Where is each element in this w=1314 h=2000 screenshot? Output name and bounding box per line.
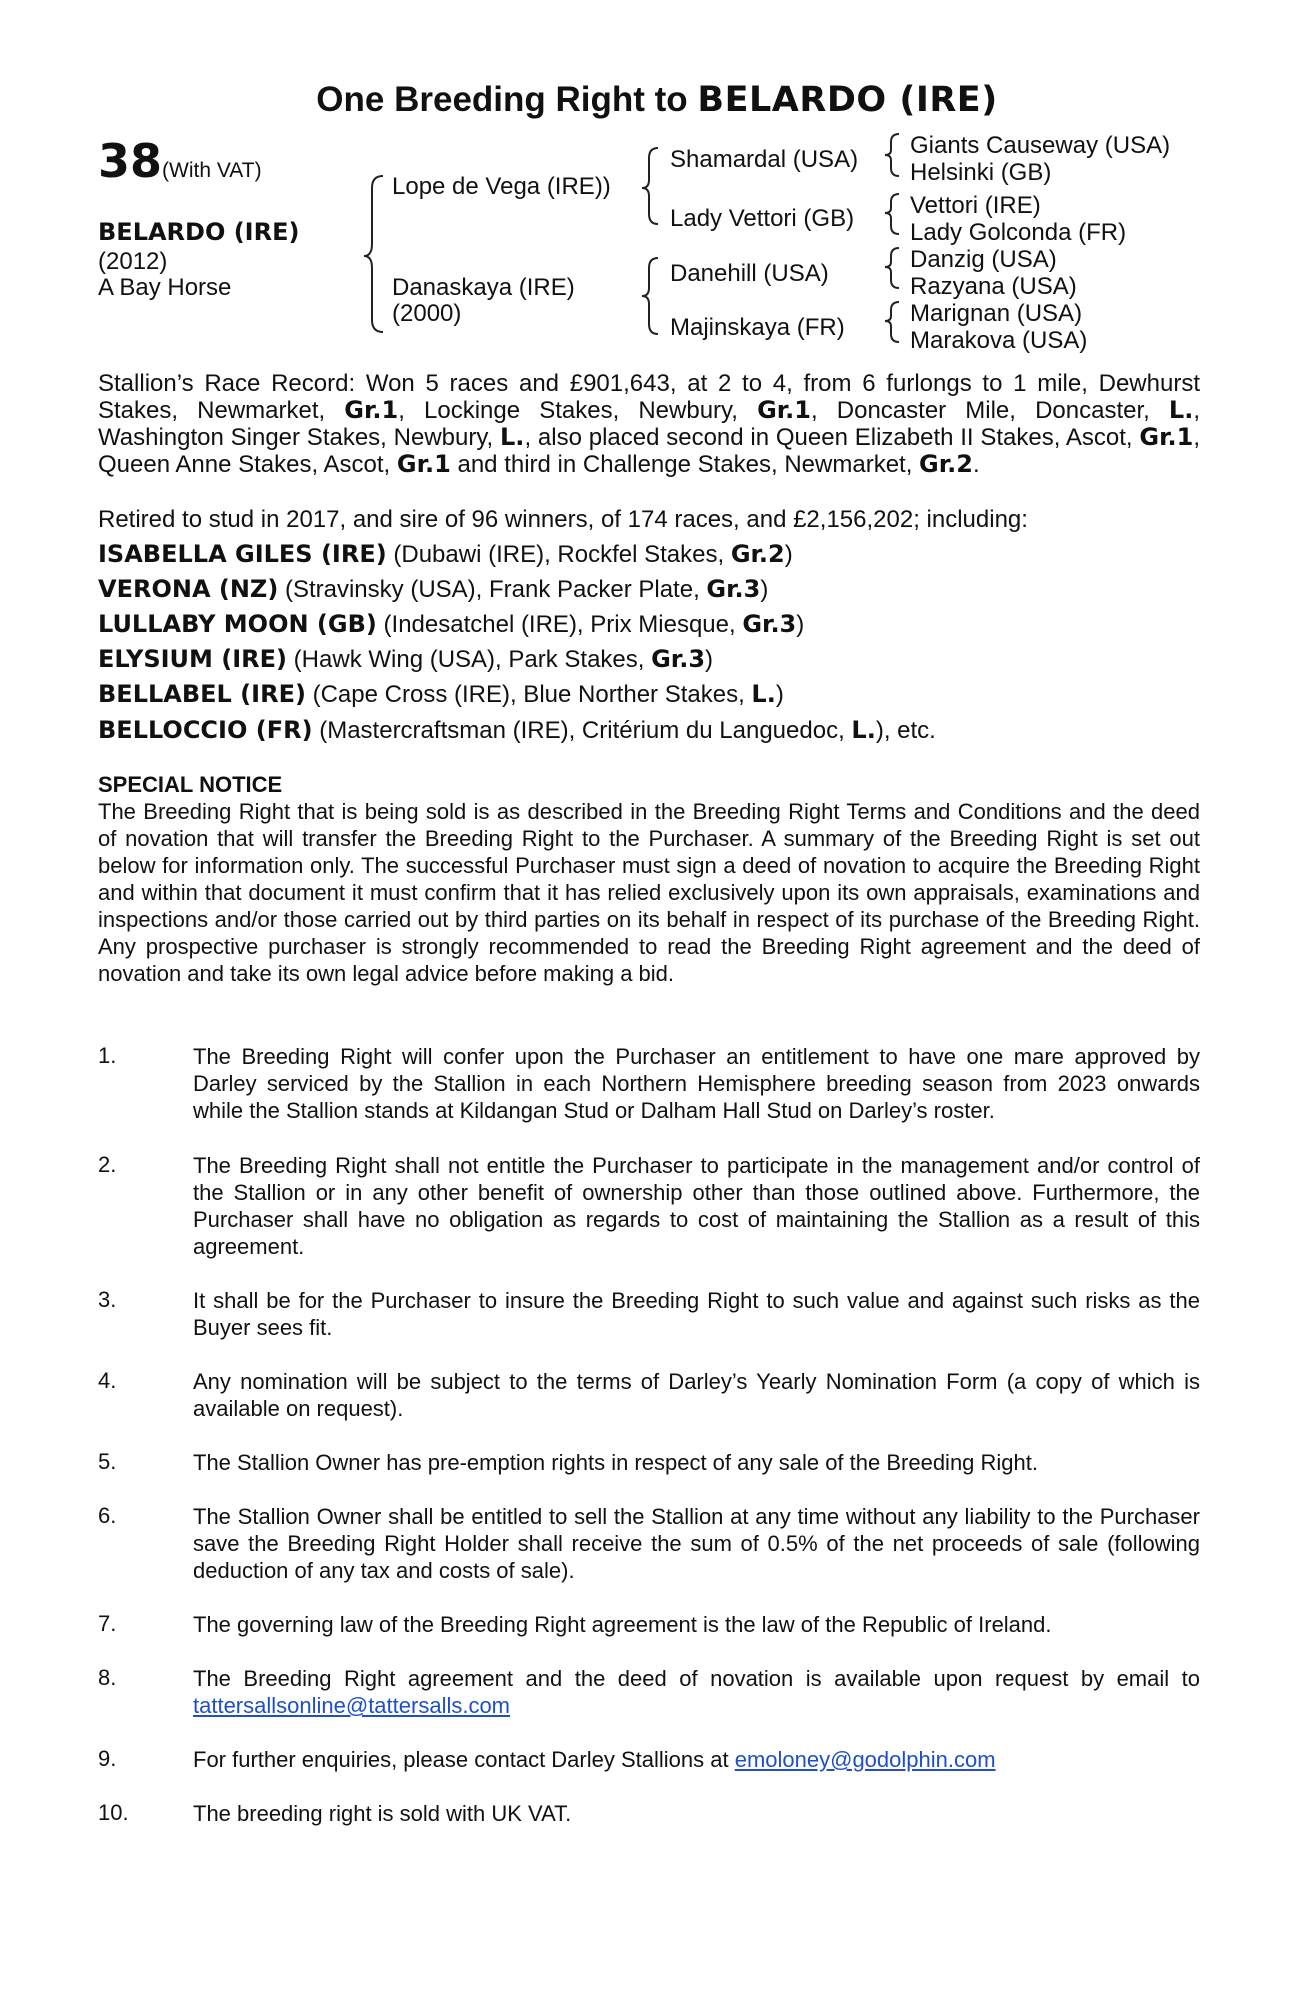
grade-label: Gr.2 bbox=[919, 450, 973, 478]
winner-name: BELLOCCIO (FR) bbox=[98, 716, 313, 744]
winner-row bbox=[98, 540, 793, 569]
title-prefix: One Breeding Right to bbox=[316, 80, 698, 119]
winner-grade: Gr.3 bbox=[706, 575, 761, 603]
pedigree-gen3-1: Giants Causeway (USA) bbox=[910, 132, 1171, 159]
pedigree-sire-dam: Lady Vettori (GB) bbox=[670, 205, 855, 232]
winner-grade: Gr.2 bbox=[730, 540, 785, 568]
winner-detail: (Hawk Wing (USA), Park Stakes, bbox=[287, 646, 652, 673]
term-text: The Stallion Owner shall be entitled to sell the Stallion at any time without any liability to the Purchaser save the Breeding Right Holder shall receive the sum of 0.5% of the net proceeds of sale (following deduction of any tax and costs of sale). bbox=[193, 1504, 1200, 1583]
sire-brace bbox=[642, 148, 658, 224]
pedigree-sire-sire: Shamardal (USA) bbox=[670, 146, 859, 173]
race-record-text: , Washington Singer Stakes, Newbury, bbox=[98, 397, 1200, 451]
term-text: The governing law of the Breeding Right agreement is the law of the Republic of Ireland. bbox=[193, 1612, 1052, 1637]
winner-name: ISABELLA GILES (IRE) bbox=[98, 540, 387, 568]
pedigree-gen3-7: Marignan (USA) bbox=[910, 300, 1083, 327]
pedigree-main-brace bbox=[364, 176, 383, 332]
pedigree-gen3-8: Marakova (USA) bbox=[910, 327, 1088, 354]
pedigree-sire: Lope de Vega (IRE)) bbox=[392, 173, 611, 200]
term-number: 9. bbox=[98, 1746, 117, 1771]
winner-row bbox=[98, 610, 804, 639]
grade-label: Gr.1 bbox=[344, 396, 399, 424]
winner-detail: (Dubawi (IRE), Rockfel Stakes, bbox=[386, 541, 731, 568]
term-number: 8. bbox=[98, 1665, 117, 1690]
term-text: The Breeding Right shall not entitle the Purchaser to participate in the management and/or control of the Stallion or in any other benefit of ownership other than those outlined above. Furthermore, the Purchaser shall have no obligation as regards to cost of maintaining the Stallion as a result of this agreement. bbox=[193, 1153, 1200, 1259]
winner-row bbox=[98, 716, 936, 745]
term-text: The breeding right is sold with UK VAT. bbox=[193, 1801, 572, 1826]
winner-row bbox=[98, 645, 713, 674]
winner-detail: (Stravinsky (USA), Frank Packer Plate, bbox=[278, 576, 707, 603]
horse-description: A Bay Horse bbox=[98, 274, 232, 301]
term-text-body: The Breeding Right agreement and the deed of novation is available upon request by email to bbox=[193, 1666, 1200, 1691]
winner-name: BELLABEL (IRE) bbox=[98, 680, 306, 708]
race-record-text: , Lockinge Stakes, Newbury, bbox=[398, 397, 758, 424]
godolphin-email-link[interactable]: emoloney@godolphin.com bbox=[734, 1747, 996, 1772]
grade-label: Gr.1 bbox=[396, 450, 451, 478]
brace-g4 bbox=[885, 302, 899, 342]
winner-tail: ) bbox=[705, 646, 714, 673]
lot-number: 38 bbox=[98, 134, 163, 188]
race-record-text: , Queen Anne Stakes, Ascot, bbox=[98, 424, 1200, 478]
winner-row bbox=[98, 680, 784, 709]
pedigree-gen3-4: Lady Golconda (FR) bbox=[910, 219, 1127, 246]
race-record-text: , also placed second in Queen Elizabeth II Stakes, Ascot, bbox=[524, 424, 1140, 451]
term-number: 5. bbox=[98, 1449, 117, 1474]
term-text: Any nomination will be subject to the terms of Darley’s Yearly Nomination Form (a copy of which is available on request). bbox=[193, 1369, 1200, 1421]
pedigree-gen3-2: Helsinki (GB) bbox=[910, 159, 1052, 186]
term-number: 6. bbox=[98, 1503, 117, 1528]
stud-record: Retired to stud in 2017, and sire of 96 winners, of 174 races, and £2,156,202; including: bbox=[98, 506, 1028, 533]
tattersalls-email-link[interactable]: tattersallsonline@tattersalls.com bbox=[193, 1693, 511, 1718]
term-text-body: For further enquiries, please contact Darley Stallions at bbox=[193, 1747, 735, 1772]
winner-grade: Gr.3 bbox=[651, 645, 706, 673]
brace-g1 bbox=[885, 134, 899, 176]
term-number: 2. bbox=[98, 1152, 117, 1177]
grade-label: L. bbox=[1168, 396, 1194, 424]
winner-name: LULLABY MOON (GB) bbox=[98, 610, 377, 638]
special-notice-body: The Breeding Right that is being sold is as described in the Breeding Right Terms and Conditions and the deed of novation that will transfer the Breeding Right to the Purchaser. A summary of the Breeding Right is set out below for information only. The successful Purchaser must sign a deed of novation to acquire the Breeding Right and within that document it must confirm that it has relied exclusively upon its own appraisals, examinations and inspections and/or those carried out by third parties on its behalf in respect of its purchase of the Breeding Right. Any prospective purchaser is strongly recommended to read the Breeding Right agreement and the deed of novation and take its own legal advice before making a bid. bbox=[98, 799, 1200, 986]
race-record-text: . bbox=[972, 451, 980, 478]
winner-tail: ) bbox=[760, 576, 769, 603]
winner-row bbox=[98, 575, 768, 604]
race-record-text: Stallion’s Race Record: Won 5 races and £901,643, at 2 to 4, from 6 furlongs to 1 mile, Dewhurst Stakes, Newmarket, bbox=[98, 370, 1200, 424]
term-number: 3. bbox=[98, 1287, 117, 1312]
pedigree-brackets bbox=[0, 0, 1314, 360]
term-number: 4. bbox=[98, 1368, 117, 1393]
pedigree-dam-sire: Danehill (USA) bbox=[670, 260, 829, 287]
term-number: 7. bbox=[98, 1611, 117, 1636]
race-record-text: , Doncaster Mile, Doncaster, bbox=[811, 397, 1169, 424]
pedigree-dam: Danaskaya (IRE) bbox=[392, 274, 575, 301]
vat-note: (With VAT) bbox=[162, 159, 262, 182]
term-text: The Breeding Right will confer upon the Purchaser an entitlement to have one mare approved by Darley serviced by the Stallion in each Northern Hemisphere breeding season from 2023 onwards while the Stallion stands at Kildangan Stud or Dalham Hall Stud on Darley’s roster. bbox=[193, 1044, 1200, 1123]
winner-tail: ) bbox=[784, 541, 793, 568]
pedigree-gen3-6: Razyana (USA) bbox=[910, 273, 1077, 300]
winner-grade: L. bbox=[851, 716, 876, 744]
pedigree-gen3-5: Danzig (USA) bbox=[910, 246, 1057, 273]
winner-tail: ), etc. bbox=[875, 717, 936, 744]
winner-name: ELYSIUM (IRE) bbox=[98, 645, 288, 673]
winner-detail: (Mastercraftsman (IRE), Critérium du Languedoc, bbox=[312, 717, 852, 744]
horse-year: (2012) bbox=[98, 248, 168, 275]
winner-detail: (Indesatchel (IRE), Prix Miesque, bbox=[376, 611, 743, 638]
winner-tail: ) bbox=[775, 681, 784, 708]
pedigree-dam-year: (2000) bbox=[392, 300, 462, 327]
winner-grade: L. bbox=[751, 680, 776, 708]
pedigree-dam-dam: Majinskaya (FR) bbox=[670, 314, 845, 341]
grade-label: Gr.1 bbox=[757, 396, 811, 424]
term-text: The Stallion Owner has pre-emption rights in respect of any sale of the Breeding Right. bbox=[193, 1450, 1039, 1475]
term-text bbox=[193, 1665, 1200, 1719]
term-text: It shall be for the Purchaser to insure the Breeding Right to such value and against such risks as the Buyer sees fit. bbox=[193, 1288, 1200, 1340]
term-text bbox=[193, 1746, 1200, 1773]
brace-g2 bbox=[885, 194, 899, 234]
pedigree-gen3-3: Vettori (IRE) bbox=[910, 192, 1041, 219]
dam-brace bbox=[642, 258, 658, 334]
special-notice-heading: SPECIAL NOTICE bbox=[98, 772, 283, 797]
grade-label: L. bbox=[500, 423, 525, 451]
winner-grade: Gr.3 bbox=[742, 610, 797, 638]
term-number: 10. bbox=[98, 1800, 129, 1825]
winner-tail: ) bbox=[796, 611, 805, 638]
title-horse: BELARDO (IRE) bbox=[697, 80, 998, 120]
winner-name: VERONA (NZ) bbox=[98, 575, 279, 603]
term-number: 1. bbox=[98, 1043, 117, 1068]
race-record-text: and third in Challenge Stakes, Newmarket, bbox=[450, 451, 920, 478]
grade-label: Gr.1 bbox=[1139, 423, 1194, 451]
race-record bbox=[98, 370, 1200, 478]
brace-g3 bbox=[885, 248, 899, 288]
winner-detail: (Cape Cross (IRE), Blue Norther Stakes, bbox=[305, 681, 752, 708]
horse-name: BELARDO (IRE) bbox=[98, 218, 300, 246]
